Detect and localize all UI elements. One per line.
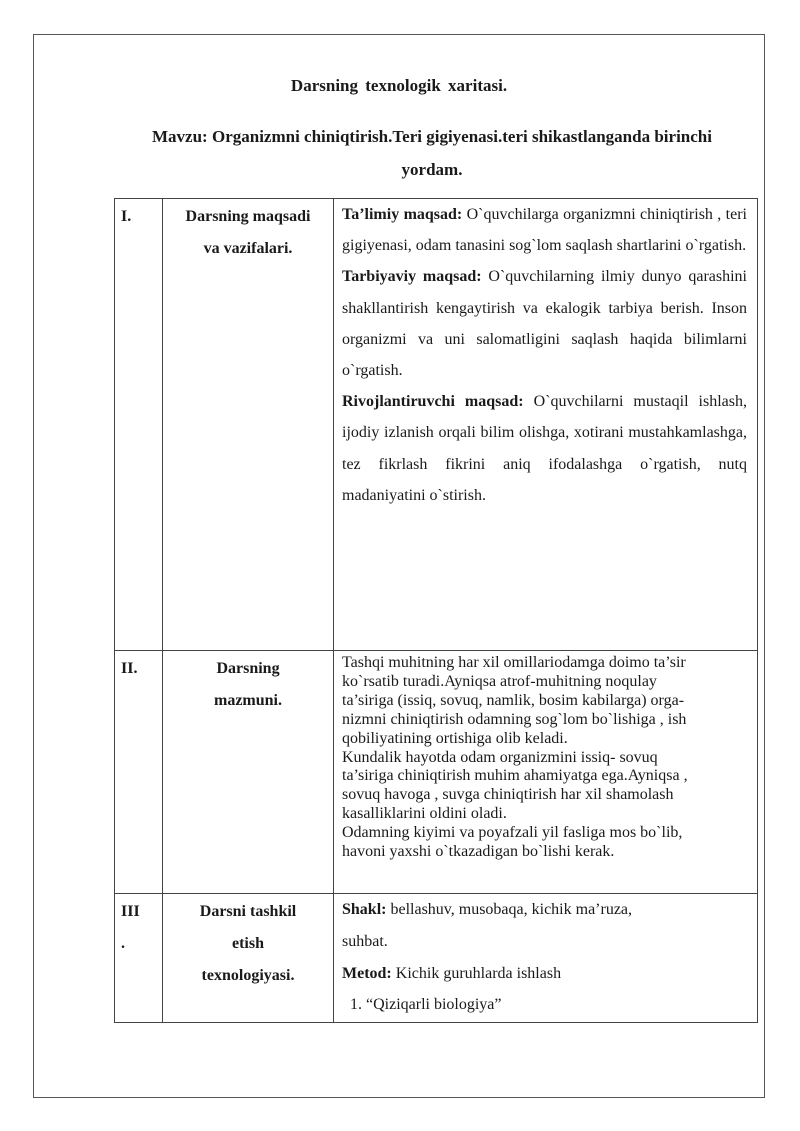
row-number-part: III — [121, 903, 140, 920]
heading-line: etish — [232, 935, 264, 952]
goal-text: O`quvchilarga organizmni chiniqtirish , teri gigiyenasi, odam tanasini sog`lom saqlash shartlarini o`rgatish. — [342, 206, 747, 255]
form-label: Shakl: — [342, 901, 387, 918]
heading-line: Darsning maqsadi — [185, 208, 311, 225]
document-title: Darsning texnologik xaritasi. — [290, 76, 508, 95]
content-line: Odamning kiyimi va poyafzali yil fasliga mos bo`lib, — [342, 824, 683, 842]
content-cell — [334, 651, 758, 894]
lesson-plan-table — [114, 198, 758, 1023]
content-line: Tashqi muhitning har xil omillariodamga doimo ta’sir — [342, 654, 686, 671]
goals-cell — [334, 199, 758, 651]
goal-label: Ta’limiy maqsad: — [342, 206, 463, 223]
content-line: sovuq havoga , suvga chiniqtirish har xil shamolash — [342, 786, 674, 804]
goal-text: O`quvchilarning ilmiy dunyo qarashini shakllantirish kengaytirish va ekalogik tarbiya berish. Inson organizmi va uni salomatligini saqlash haqida bilimlarni o`rgatish. — [342, 268, 747, 380]
goal-text: O`quvchilarni mustaqil ishlash, ijodiy izlanish orqali bilim olishga, xotirani mustahkamlashga, tez fikrlash fikrini aniq ifodalashga o`rgatish, nutq madaniyatini o`stirish. — [342, 393, 747, 504]
method-label: Metod: — [342, 965, 392, 982]
table-row — [115, 894, 758, 1023]
educational-goal — [342, 199, 747, 261]
content-line: nizmni chiniqtirish odamning sog`lom bo`lishiga , ish — [342, 710, 687, 728]
lesson-content-text — [342, 651, 747, 862]
content-line: ta’siriga (issiq, sovuq, namlik, bosim kabilarga) orga- — [342, 691, 685, 709]
form-line — [342, 894, 747, 926]
goal-label: Tarbiyaviy maqsad: — [342, 268, 482, 286]
content-line: qobiliyatining ortishiga olib keladi. — [342, 729, 568, 747]
heading-line: mazmuni. — [214, 692, 282, 709]
organization-cell — [334, 894, 758, 1023]
topic-line-1: Mavzu: Organizmni chiniqtirish.Teri gigiyenasi.teri shikastlanganda birinchi — [152, 127, 712, 146]
row-heading — [163, 894, 334, 1023]
content-line: kasalliklarini oldini oladi. — [342, 805, 507, 823]
form-text: bellashuv, musobaqa, kichik ma’ruza, — [386, 901, 633, 918]
table-row — [115, 199, 758, 651]
form-line-2: suhbat. — [342, 933, 388, 950]
topic-line-2: yordam. — [401, 160, 463, 179]
row-number: I. — [115, 199, 163, 651]
row-number — [115, 894, 163, 1023]
table-row — [115, 651, 758, 894]
row-heading — [163, 651, 334, 894]
goal-label: Rivojlantiruvchi maqsad: — [342, 393, 524, 411]
method-text: Kichik guruhlarda ishlash — [391, 965, 562, 982]
upbringing-goal — [342, 261, 747, 386]
row-number-part: . — [121, 935, 125, 952]
row-heading — [163, 199, 334, 651]
method-line — [342, 958, 747, 990]
content-line: ko`rsatib turadi.Ayniqsa atrof-muhitning noqulay — [342, 672, 657, 690]
heading-line: texnologiyasi. — [201, 967, 295, 984]
developmental-goal — [342, 386, 747, 511]
content-line: ta’siriga chiniqtirish muhim ahamiyatga ega.Ayniqsa , — [342, 767, 688, 785]
lesson-topic — [112, 120, 752, 186]
content-line: havoni yaxshi o`tkazadigan bo`lishi kerak. — [342, 843, 615, 861]
heading-line: va vazifalari. — [203, 240, 293, 257]
heading-line: Darsning — [216, 660, 280, 677]
heading-line: Darsni tashkil — [199, 903, 297, 920]
content-line: Kundalik hayotda odam organizmini issiq- sovuq — [342, 748, 658, 766]
row-number: II. — [115, 651, 163, 894]
list-item: 1. “Qiziqarli biologiya” — [350, 996, 502, 1013]
